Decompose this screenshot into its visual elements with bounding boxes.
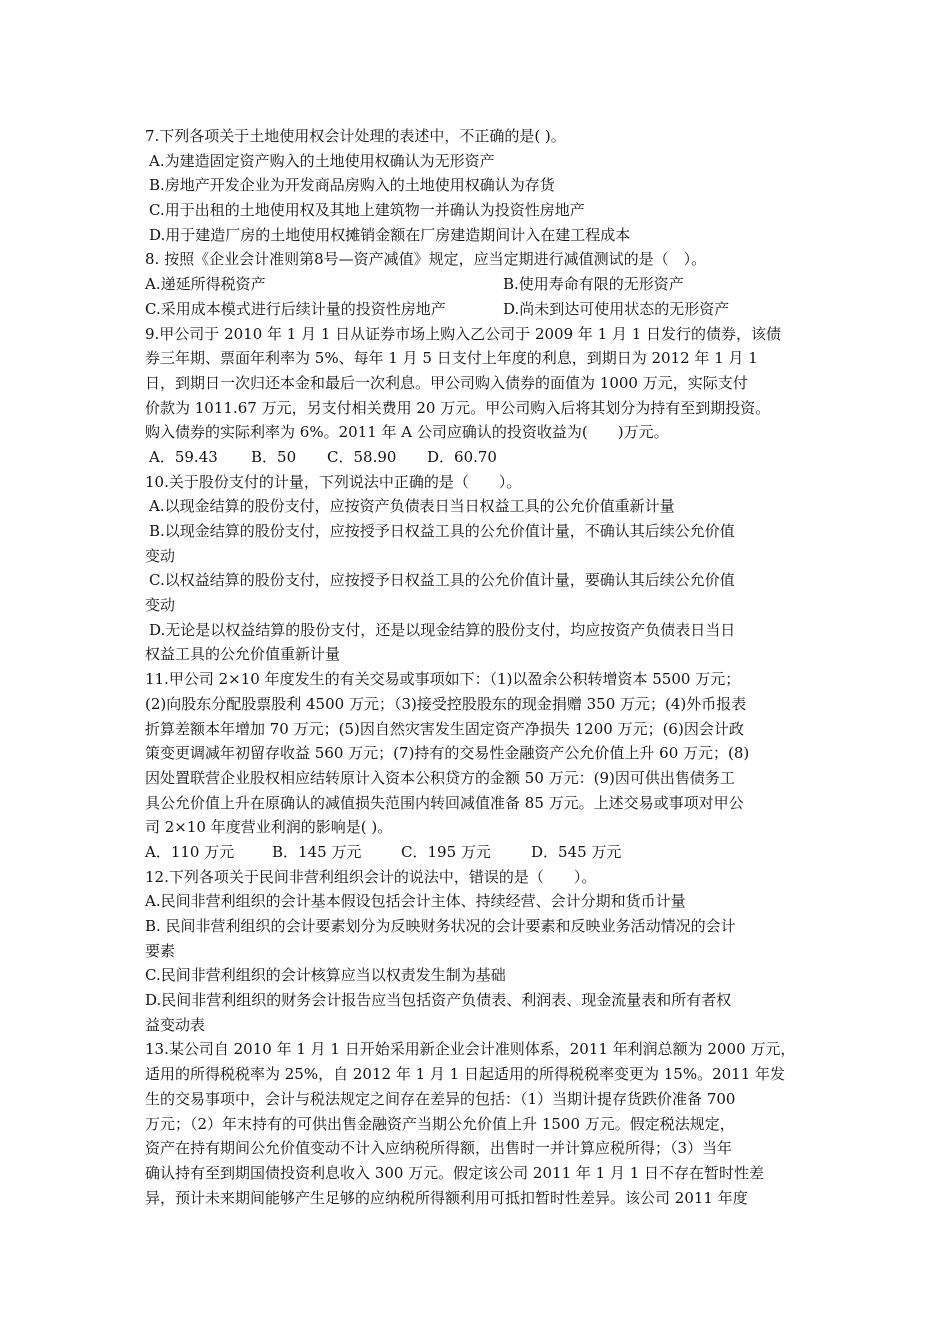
question-13-line: 确认持有至到期国债投资利息收入 300 万元。假定该公司 2011 年 1 月 1 日不存在暂时性差 bbox=[145, 1163, 765, 1182]
question-8-option-b: B.使用寿命有限的无形资产 bbox=[503, 275, 684, 294]
document-page bbox=[145, 124, 815, 1210]
question-11-line: 折算差额本年增加 70 万元；(5)因自然灾害发生固定资产净损失 1200 万元；(6)因会计政 bbox=[145, 719, 744, 738]
question-13-line: 生的交易事项中，会计与税法规定之间存在差异的包括：（1）当期计提存货跌价准备 700 bbox=[145, 1089, 736, 1108]
question-9-option-c: C．58.90 bbox=[327, 447, 397, 466]
question-10-option-c: C.以权益结算的股份支付，应按授予日权益工具的公允价值计量，要确认其后续公允价值 bbox=[149, 571, 735, 590]
question-13-line: 13.某公司自 2010 年 1 月 1 日开始采用新企业会计准则体系，2011 年利润总额为 2000 万元， bbox=[145, 1040, 796, 1059]
question-12-option-c: C.民间非营利组织的会计核算应当以权责发生制为基础 bbox=[145, 966, 506, 985]
question-12-option-a: A.民间非营利组织的会计基本假设包括会计主体、持续经营、会计分期和货币计量 bbox=[145, 892, 686, 911]
question-9-line: 券三年期、票面年利率为 5%、每年 1 月 5 日支付上年度的利息，到期日为 2012 年 1 月 1 bbox=[145, 349, 758, 368]
question-9-line: 日，到期日一次归还本金和最后一次利息。甲公司购入债券的面值为 1000 万元，实际支付 bbox=[145, 373, 748, 392]
question-11-option-a: A．110 万元 bbox=[145, 842, 235, 861]
question-10-option-b-cont: 变动 bbox=[145, 546, 176, 565]
question-11-line: (2)向股东分配股票股利 4500 万元；（3)接受控股股东的现金捐赠 350 万元；(4)外币报表 bbox=[145, 694, 747, 713]
question-10-option-d: D.无论是以权益结算的股份支付，还是以现金结算的股份支付，均应按资产负债表日当日 bbox=[149, 620, 736, 639]
question-11-line: 策变更调减年初留存收益 560 万元；(7)持有的交易性金融资产公允价值上升 60 万元；(8) bbox=[145, 744, 750, 763]
question-7-option-d: D.用于建造厂房的土地使用权摊销金额在厂房建造期间计入在建工程成本 bbox=[149, 225, 631, 244]
question-9-option-d: D．60.70 bbox=[427, 447, 497, 466]
question-8-option-d: D.尚未到达可使用状态的无形资产 bbox=[503, 299, 730, 318]
question-9-line: 购入债券的实际利率为 6%。2011 年 A 公司应确认的投资收益为( )万元。 bbox=[145, 423, 669, 442]
question-12-option-b: B. 民间非营利组织的会计要素划分为反映财务状况的会计要素和反映业务活动情况的会计 bbox=[145, 917, 736, 935]
question-12-option-d: D.民间非营利组织的财务会计报告应当包括资产负债表、利润表、现金流量表和所有者权 bbox=[145, 991, 732, 1010]
question-10-option-d-cont: 权益工具的公允价值重新计量 bbox=[145, 645, 341, 664]
question-10-option-a: A.以现金结算的股份支付，应按资产负债表日当日权益工具的公允价值重新计量 bbox=[149, 497, 675, 516]
question-7-option-a: A.为建造固定资产购入的土地使用权确认为无形资产 bbox=[149, 151, 495, 170]
question-11-options bbox=[145, 840, 815, 865]
question-12-option-d-cont: 益变动表 bbox=[145, 1015, 206, 1034]
question-13-line: 万元；（2）年末持有的可供出售金融资产当期公允价值上升 1500 万元。假定税法规定， bbox=[145, 1114, 735, 1133]
question-8-option-c: C.采用成本模式进行后续计量的投资性房地产 bbox=[145, 299, 446, 318]
question-12-option-b-cont: 要素 bbox=[145, 941, 176, 960]
question-7-option-b: B.房地产开发企业为开发商品房购入的土地使用权确认为存货 bbox=[149, 176, 555, 195]
question-11-option-c: C．195 万元 bbox=[401, 842, 491, 861]
question-11-line: 具公允价值上升在原确认的减值损失范围内转回减值准备 85 万元。上述交易或事项对甲公 bbox=[145, 793, 744, 812]
question-10-option-c-cont: 变动 bbox=[145, 596, 176, 615]
question-11-line: 因处置联营企业股权相应结转原计入资本公积贷方的金额 50 万元：(9)因可供出售债务工 bbox=[145, 768, 735, 787]
question-9-option-a: A．59.43 bbox=[149, 447, 218, 466]
question-13-line: 适用的所得税税率为 25%，自 2012 年 1 月 1 日起适用的所得税税率变更为 15%。2011 年发 bbox=[145, 1065, 786, 1084]
question-9-line: 9.甲公司于 2010 年 1 月 1 日从证券市场上购入乙公司于 2009 年 1 月 1 日发行的债券，该债 bbox=[145, 324, 782, 343]
question-12-stem: 12.下列各项关于民间非营利组织会计的说法中，错误的是（ ）。 bbox=[145, 867, 597, 886]
question-11-option-b: B．145 万元 bbox=[272, 842, 362, 861]
question-9-line: 价款为 1011.67 万元，另支付相关费用 20 万元。甲公司购入后将其划分为持有至到期投资。 bbox=[145, 398, 771, 417]
question-13-line: 异，预计未来期间能够产生足够的应纳税所得额利用可抵扣暂时性差异。该公司 2011 年度 bbox=[145, 1188, 748, 1207]
question-10-stem: 10.关于股份支付的计量，下列说法中正确的是（ ）。 bbox=[145, 472, 522, 491]
question-8-option-a: A.递延所得税资产 bbox=[145, 275, 266, 294]
question-8-options-row-1 bbox=[145, 272, 815, 297]
question-10-option-b: B.以现金结算的股份支付，应按授予日权益工具的公允价值计量，不确认其后续公允价值 bbox=[149, 522, 735, 540]
question-9-option-b: B．50 bbox=[251, 447, 297, 466]
question-11-line: 司 2×10 年度营业利润的影响是( )。 bbox=[145, 818, 393, 837]
question-7-stem: 7.下列各项关于土地使用权会计处理的表述中，不正确的是( )。 bbox=[145, 127, 566, 145]
question-11-line: 11.甲公司 2×10 年度发生的有关交易或事项如下：（1)以盈余公积转增资本 5500 万元； bbox=[145, 670, 741, 689]
question-8-options-row-2 bbox=[145, 297, 815, 322]
question-8-stem: 8. 按照《企业会计准则第8号—资产减值》规定，应当定期进行减值测试的是（ ）。 bbox=[145, 250, 707, 269]
question-11-option-d: D．545 万元 bbox=[531, 842, 622, 861]
question-9-options bbox=[145, 445, 815, 470]
question-13-line: 资产在持有期间公允价值变动不计入应纳税所得额，出售时一并计算应税所得；（3）当年 bbox=[145, 1139, 733, 1158]
question-7-option-c: C.用于出租的土地使用权及其地上建筑物一并确认为投资性房地产 bbox=[149, 201, 585, 220]
